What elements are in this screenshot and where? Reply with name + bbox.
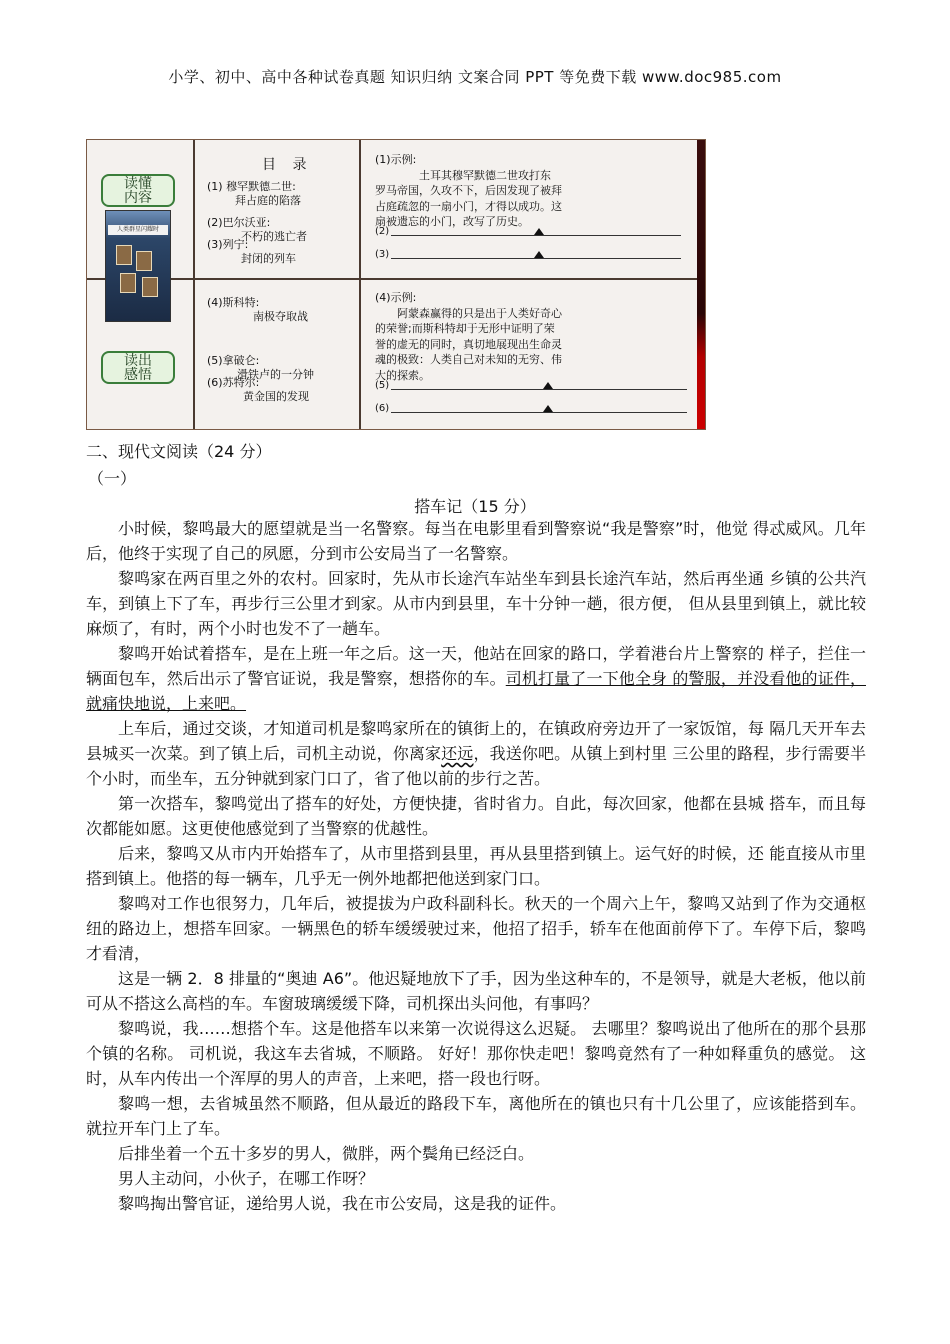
example-line: 誉的虚无的同时，真切地展现出生命灵: [375, 337, 562, 351]
paragraph: [86, 716, 866, 791]
paragraph: 第一次搭车，黎鸣觉出了搭车的好处，方便快捷，省时省力。自此，每次回家，他都在县城 搭车，而且每次都能如愿。这更使他感觉到了当警察的优越性。: [86, 794, 866, 838]
answer-line-6[interactable]: [391, 412, 687, 413]
wavy-underlined-word: 还远: [441, 744, 474, 763]
portrait: [116, 245, 132, 265]
paragraph: [86, 641, 866, 716]
example-label: (1)示例:: [375, 153, 417, 166]
underlined-sentence: 司机打量了一下他全身 的警服，并没看他的证件，就痛快地说，上来吧。: [86, 669, 866, 713]
example-line: 罗马帝国，久攻不下，后因发现了被拜: [375, 184, 562, 197]
portrait: [120, 273, 136, 293]
paragraph: 黎鸣对工作也很努力，几年后，被提拔为户政科副科长。秋天的一个周六上午，黎鸣又站到了作为交通枢纽的路边上，想搭车回家。一辆黑色的轿车缓缓驶过来，他招了招手，轿车在他面前停下了。车停下后，黎鸣才看清，: [86, 894, 866, 963]
toc-item: [207, 180, 301, 208]
badge-line: 读出: [124, 353, 152, 369]
paragraph: 黎鸣说，我……想搭个车。这是他搭车以来第一次说得这么迟疑。 去哪里？黎鸣说出了他所在的那个县那个镇的名称。 司机说，我这车去省城，不顺路。 好好！那你快走吧！黎鸣竟然有了一种如释重负的感觉。 这时，从车内传出一个浑厚的男人的声音，上来吧，搭一段也行呀。: [86, 1019, 866, 1088]
toc-item: [207, 376, 309, 404]
answer-line-5[interactable]: [391, 389, 687, 390]
toc-item-title: 南极夺取战: [253, 310, 308, 323]
badge-read-content: [101, 174, 175, 207]
figure-divider-horizontal: [87, 278, 697, 280]
section-heading: 二、现代文阅读（24 分）: [86, 442, 272, 461]
toc-item-name: (3)列宁:: [207, 238, 249, 251]
reading-card-figure: [86, 139, 706, 430]
page-header: 小学、初中、高中各种试卷真题 知识归纳 文案合同 PPT 等免费下载 www.doc985.com: [168, 68, 782, 86]
example-line: 占庭疏忽的一扇小门，才得以成功。这: [375, 199, 562, 213]
toc-item-title: 黄金国的发现: [243, 390, 309, 403]
example-line: 阿蒙森赢得的只是出于人类好奇心: [397, 306, 562, 320]
triangle-marker-icon: [534, 228, 544, 235]
toc-item-name: (1) 穆罕默德二世:: [207, 180, 296, 193]
toc-item-name: (6)苏特尔:: [207, 376, 260, 389]
paragraph: 男人主动问，小伙子，在哪工作呀？: [118, 1169, 375, 1188]
paragraph: 黎鸣掏出警官证，递给男人说，我在市公安局，这是我的证件。: [118, 1194, 567, 1213]
paragraph: 这是一辆 2．8 排量的“奥迪 A6”。他迟疑地放下了手，因为坐这种车的，不是领导，就是大老板，他以前可从不搭这么高档的车。车窗玻璃缓缓下降，司机探出头问他，有事吗？: [86, 969, 866, 1013]
example-line: 扇被遗忘的小门，改写了历史。: [375, 215, 529, 228]
example-label: (4)示例:: [375, 291, 417, 304]
toc-item: [207, 238, 296, 266]
example-4: [375, 290, 685, 383]
figure-divider-vertical-2: [359, 140, 361, 429]
toc-title: 目 录: [262, 157, 313, 173]
paragraph-text: ，我送你吧。从镇上到村里 三公里的路程，步行需要半个小时，而坐车，五分钟就到家门口了，省了他以前的步行之苦。: [86, 744, 866, 788]
toc-item-title: 拜占庭的陷落: [235, 194, 301, 207]
paragraph: 后来，黎鸣又从市内开始搭车了，从市里搭到县里，再从县里搭到镇上。运气好的时候，还 能直接从市里搭到镇上。他搭的每一辆车，几乎无一例外地都把他送到家门口。: [86, 844, 866, 888]
blank-label-3: (3): [375, 249, 390, 260]
badge-line: 感悟: [124, 367, 152, 383]
paragraph: 黎鸣家在两百里之外的农村。回家时，先从市长途汽车站坐车到县长途汽车站，然后再坐通 乡镇的公共汽车，到镇上下了车，再步行三公里才到家。从市内到县里，车十分钟一趟，很方便， 但从县里到镇上，就比较麻烦了，有时，两个小时也发不了一趟车。: [86, 569, 866, 638]
triangle-marker-icon: [534, 251, 544, 258]
article-title: 搭车记（15 分）: [414, 497, 536, 516]
toc-item-title: 封闭的列车: [241, 252, 296, 265]
figure-divider-vertical-1: [193, 140, 195, 429]
answer-line-3[interactable]: [391, 258, 681, 259]
answer-line-2[interactable]: [391, 235, 681, 236]
portrait: [136, 251, 152, 271]
badge-read-insight: [101, 351, 175, 384]
toc-item-name: (5)拿破仑:: [207, 354, 260, 367]
badge-line: 读懂: [124, 176, 152, 192]
portrait: [142, 277, 158, 297]
figure-side-bar: [697, 140, 705, 429]
toc-item-name: (2)巴尔沃亚:: [207, 216, 271, 229]
subsection-heading: （一）: [88, 469, 137, 488]
article-body: [86, 516, 866, 1216]
blank-label-5: (5): [375, 380, 390, 391]
paragraph: 黎鸣一想，去省城虽然不顺路，但从最近的路段下车，离他所在的镇也只有十几公里了，应该能搭到车。就拉开车门上了车。: [86, 1094, 866, 1138]
example-line: 大的探索。: [375, 368, 430, 382]
paragraph-text: 上车后，通过交谈，才知道司机是黎鸣家所在的镇街上的，在镇政府旁边开了一家饭馆，每 隔几天开车去县城买一次菜。到了镇上后，司机主动说，你离家: [86, 719, 866, 763]
example-line: 的荣誉;而斯科特却于无形中证明了荣: [375, 322, 555, 335]
triangle-marker-icon: [543, 382, 553, 389]
toc-item-title: 滑铁卢的一分钟: [237, 368, 314, 381]
paragraph: 后排坐着一个五十多岁的男人，微胖，两个鬓角已经泛白。: [118, 1144, 535, 1163]
blank-label-2: (2): [375, 226, 390, 237]
toc-item-title: 不朽的逃亡者: [241, 230, 307, 243]
triangle-marker-icon: [543, 405, 553, 412]
example-line: 魂的极致：人类自己对未知的无穷、伟: [375, 353, 562, 366]
paragraph-text: 黎鸣开始试着搭车，是在上班一年之后。这一天，他站在回家的路口，学着港台片上警察的 样子，拦住一辆面包车，然后出示了警官证说，我是警察，想搭你的车。: [86, 644, 866, 688]
book-cover-image: [105, 210, 171, 322]
example-line: 土耳其穆罕默德二世攻打东: [419, 168, 551, 182]
blank-label-6: (6): [375, 403, 390, 414]
book-cover-title: 人类群星闪耀时: [108, 225, 168, 235]
paragraph: 小时候，黎鸣最大的愿望就是当一名警察。每当在电影里看到警察说“我是警察”时，他觉 得忒威风。几年后，他终于实现了自己的夙愿，分到市公安局当了一名警察。: [86, 519, 866, 563]
badge-line: 内容: [124, 190, 152, 206]
toc-item-name: (4)斯科特:: [207, 296, 260, 309]
toc-item: [207, 296, 308, 324]
example-1: [375, 152, 685, 230]
